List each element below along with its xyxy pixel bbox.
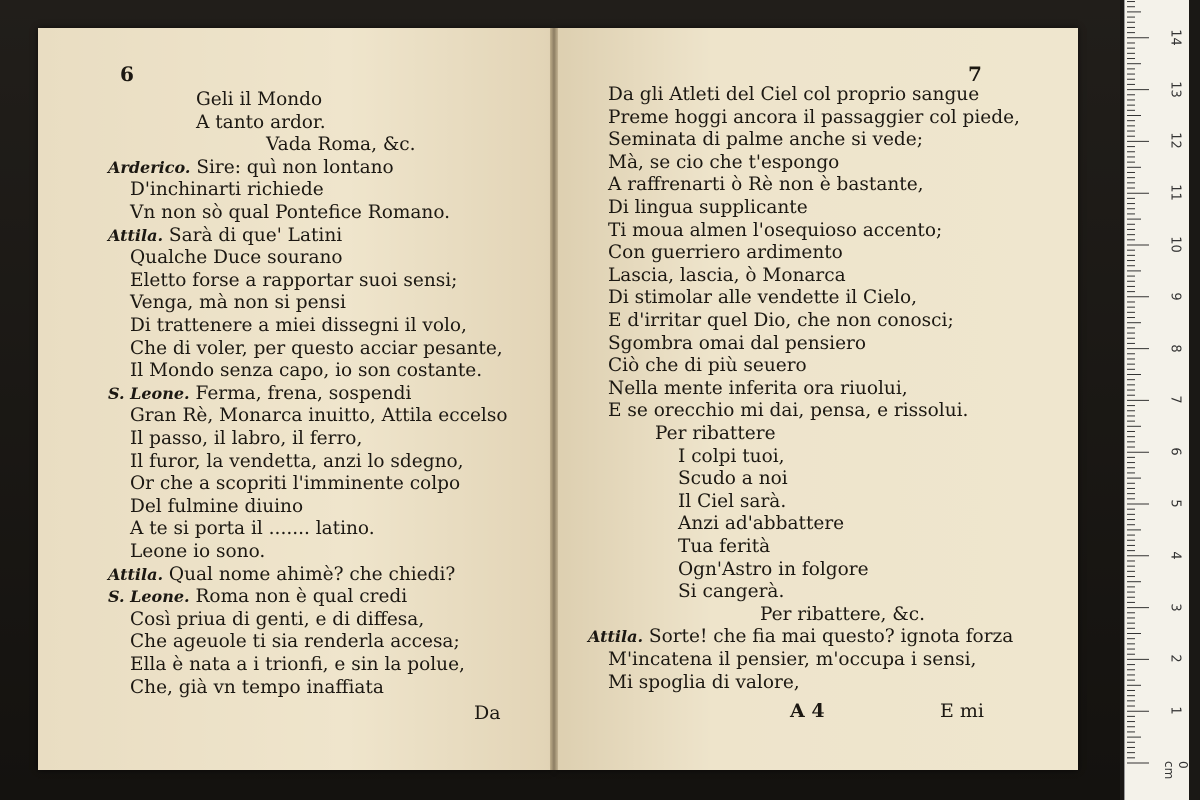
speaker-name: Arderico. [108,157,191,177]
right-line [655,423,776,445]
verse-text: M'incatena il pensier, m'occupa i sensi, [608,649,977,670]
speaker-name: Attila. [108,564,164,584]
verse-text: Il Mondo senza capo, io son costante. [130,360,483,382]
left-line [108,157,394,179]
right-line [608,129,923,151]
verse-text: Ferma, frena, sospendi [195,382,412,404]
left-line [130,654,465,676]
right-line [678,559,869,581]
right-line [678,446,785,468]
ruler-number: 14 [1167,29,1183,46]
left-line [130,496,303,518]
verse-text: Il Ciel sarà. [678,490,787,512]
right-line [608,649,976,671]
verse-text: Qualche Duce sourano [130,247,343,269]
right-line [678,536,770,558]
right-line [608,197,808,219]
right-line [678,513,844,535]
left-line [130,270,457,292]
verse-text: D'inchinarti richiede [130,179,324,201]
left-line [196,89,322,111]
left-line [130,247,343,269]
ruler-number: 2 [1167,654,1183,664]
right-line [608,242,843,264]
right-line [608,400,968,422]
verse-text: Si cangerà. [678,581,785,603]
verse-text: Gran Rè, Monarca inuitto, Attila eccelso [130,405,508,427]
speaker-name: S. Leone. [108,383,190,403]
verse-text: Così priua di genti, e di diffesa, [130,608,425,630]
verse-text: Mi spoglia di valore, [608,671,800,693]
right-line [608,174,924,196]
ruler-number: 12 [1167,132,1183,150]
verse-text: Di trattenere a miei dissegni il volo, [130,315,467,336]
verse-text: Sorte! che fia mai questo? ignota forza [648,626,1014,648]
left-line [266,134,416,156]
right-line [608,220,942,242]
speaker-name: Attila. [108,225,164,245]
left-line [130,315,467,337]
verse-text: Sire: quì non lontano [196,156,394,178]
left-line [130,292,346,314]
verse-text: Di lingua supplicante [608,197,808,218]
verse-text: E se orecchio mi dai, pensa, e rissolui. [608,400,969,422]
left-line [130,631,460,653]
verse-text: Roma non è qual credi [195,586,408,608]
ruler-number: 1 [1167,706,1183,715]
verse-text: A te si porta il ....... latino. [130,518,375,540]
right-line [608,287,917,309]
verse-text: Lascia, lascia, ò Monarca [608,264,846,286]
verse-text: Il furor, la vendetta, anzi lo sdegno, [130,450,464,472]
left-line [108,564,455,586]
left-line [108,383,411,405]
ruler-number: 4 [1167,551,1183,560]
ruler-number: 11 [1167,184,1183,201]
right-line [608,310,954,332]
verse-text: Venga, mà non si pensi [130,292,346,314]
verse-text: Che ageuole ti sia renderla accesa; [130,631,460,653]
verse-text: Seminata di palme anche si vede; [608,129,923,151]
right-catchword: E mi [940,700,985,722]
verse-text: Che, già vn tempo inaffiata [130,676,384,698]
verse-text: A tanto ardor. [196,111,326,133]
ruler-number: 8 [1167,343,1183,353]
right-line [678,491,786,513]
left-line [130,202,450,224]
verse-text: Mà, se cio che t'espongo [608,151,840,173]
right-line [608,672,800,694]
right-line [588,626,1013,648]
ruler-unit: 0 cm [1162,761,1190,780]
left-line [130,473,460,495]
verse-text: Eletto forse a rapportar suoi sensi; [130,269,458,291]
verse-text: Leone io sono. [130,541,266,562]
verse-text: A raffrenarti ò Rè non è bastante, [608,174,924,196]
left-line [130,451,464,473]
speaker-name: Attila. [588,627,644,647]
verse-text: Ti moua almen l'osequioso accento; [608,219,943,241]
ruler-number: 3 [1167,602,1183,612]
verse-text: Il passo, il labro, il ferro, [130,428,363,449]
verse-text: I colpi tuoi, [678,445,785,467]
right-line [760,604,925,626]
right-line [608,107,1020,129]
verse-text: Vada Roma, &c. [266,134,416,156]
verse-text: Qual nome ahimè? che chiedi? [168,563,456,585]
right-line [678,581,784,603]
right-line [608,152,839,174]
verse-text: Or che a scopriti l'imminente colpo [130,473,461,495]
left-line [130,338,503,360]
right-line [608,333,866,355]
ruler-number: 9 [1167,292,1183,301]
verse-text: E d'irritar quel Dio, che non conosci; [608,310,954,331]
verse-text: Ella è nata a i trionfi, e sin la polue, [130,654,465,675]
left-line [130,609,424,631]
ruler-number: 7 [1167,395,1183,405]
verse-text: Geli il Mondo [196,89,323,110]
book-gutter [550,28,558,770]
verse-text: Di stimolar alle vendette il Cielo, [608,287,917,309]
left-page-number: 6 [120,62,134,86]
left-line [130,179,324,201]
verse-text: Ogn'Astro in folgore [678,558,869,580]
right-line [608,355,807,377]
left-line [108,586,407,608]
verse-text: Nella mente inferita ora riuolui, [608,377,908,399]
verse-text: Sgombra omai dal pensiero [608,332,867,354]
verse-text: Per ribattere, &c. [760,603,926,625]
verse-text: Anzi ad'abbattere [678,513,845,535]
ruler-number: 6 [1167,447,1183,456]
speaker-name: S. Leone. [108,587,190,607]
verse-text: Che di voler, per questo acciar pesante, [130,337,503,359]
left-line [130,405,507,427]
left-line [196,112,326,134]
left-line [130,541,265,563]
verse-text: Scudo a noi [678,468,788,490]
right-line [608,378,908,400]
verse-text: Vn non sò qual Pontefice Romano. [130,202,451,223]
verse-text: Sarà di que' Latini [168,224,343,246]
signature-mark: A 4 [790,700,825,722]
verse-text: Con guerriero ardimento [608,242,843,264]
measurement-ruler [1124,0,1189,800]
left-line [130,677,384,699]
left-line [130,518,375,540]
ruler-number: 13 [1167,80,1183,98]
left-line [130,360,482,382]
left-line [108,225,342,247]
verse-text: Per ribattere [655,423,776,444]
right-line [608,265,846,287]
ruler-number: 5 [1167,499,1183,508]
right-page-number: 7 [968,62,982,86]
verse-text: Da gli Atleti del Ciel col proprio sangue [608,84,980,105]
verse-text: Ciò che di più seuero [608,355,807,377]
left-catchword: Da [474,702,501,724]
verse-text: Preme hoggi ancora il passaggier col piede, [608,106,1020,128]
ruler-number: 10 [1167,236,1183,253]
right-line [678,468,788,490]
left-line [130,428,362,450]
verse-text: Del fulmine diuino [130,495,304,517]
right-line [608,84,979,106]
verse-text: Tua ferità [678,536,771,557]
